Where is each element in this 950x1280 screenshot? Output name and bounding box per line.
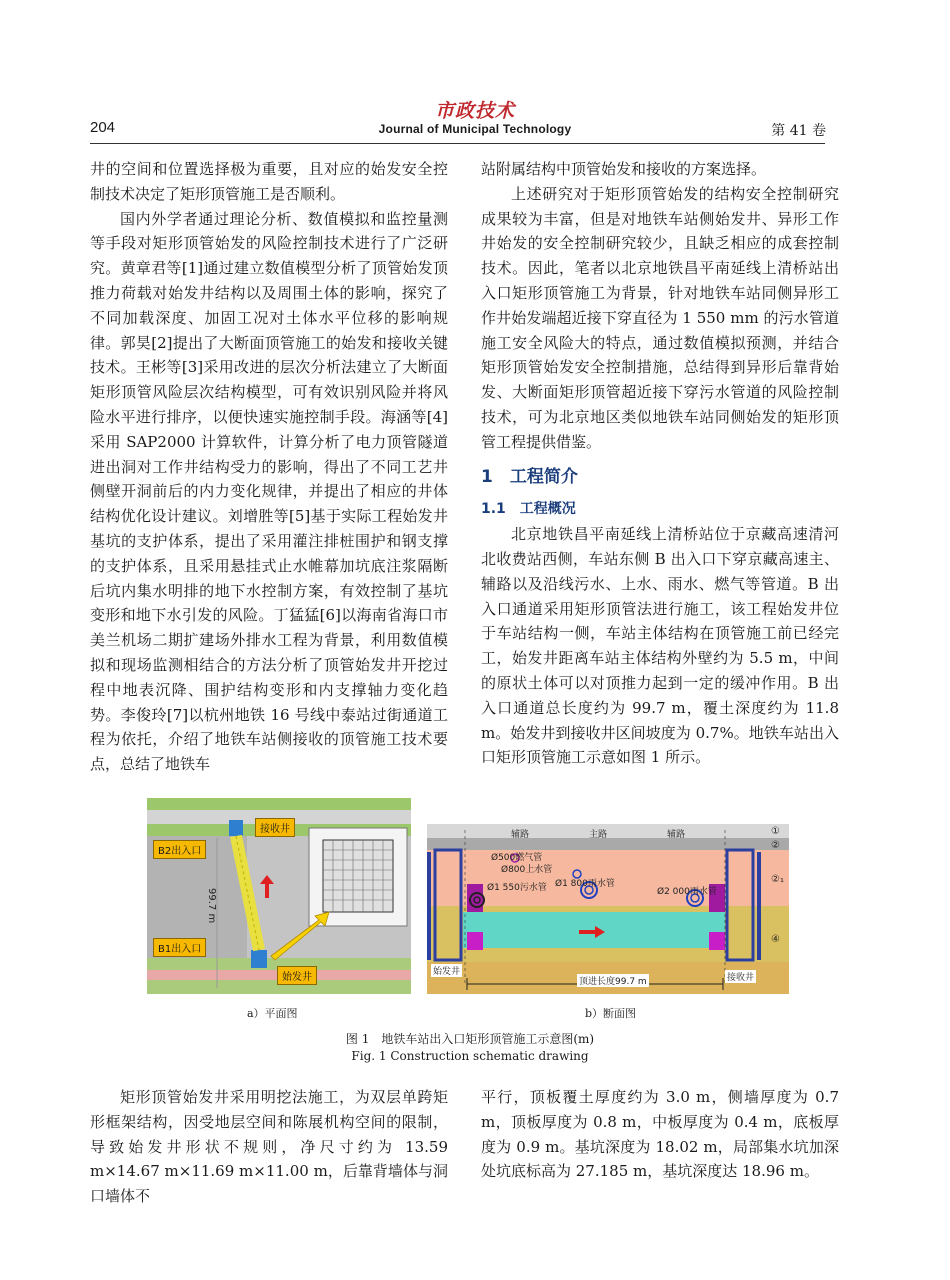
paragraph: 井的空间和位置选择极为重要，且对应的始发安全控制技术决定了矩形顶管施工是否顺利。 bbox=[90, 160, 448, 203]
jacking-length-label: 顶进长度99.7 m bbox=[577, 974, 649, 987]
paragraph: 矩形顶管始发井采用明挖法施工，为双层单跨矩形框架结构，因受地层空间和陈展机构空间的限制，导致始发井形状不规则，净尺寸约为 13.59 m×14.67 m×11.69 m×11.00 m，后靠背墙体与洞口墙体不 bbox=[90, 1088, 448, 1206]
page-number: 204 bbox=[90, 119, 116, 136]
sublabel-a: a）平面图 bbox=[247, 1007, 298, 1020]
section-view-drawing bbox=[427, 824, 789, 994]
paragraph: 站附属结构中顶管始发和接收的方案选择。 bbox=[481, 160, 767, 178]
right-column-bottom bbox=[481, 1085, 839, 1184]
rain-pipe-2-label: Ø2 000雨水管 bbox=[657, 887, 717, 897]
paragraph: 平行，顶板覆土厚度约为 3.0 m，侧墙厚度为 0.7 m，顶板厚度为 0.8 m，中板厚度为 0.4 m，底板厚度为 0.9 m。基坑深度为 18.02 m，局部集水坑加深处坑底标高为 27.185 m，基坑深度达 18.96 m。 bbox=[481, 1088, 839, 1181]
road-aux-left: 辅路 bbox=[511, 830, 530, 840]
plan-label-receiving: 接收井 bbox=[255, 818, 295, 837]
water-pipe-label: Ø800上水管 bbox=[501, 865, 553, 875]
paragraph: 上述研究对于矩形顶管始发的结构安全控制研究成果较为丰富，但是对地铁车站侧始发井、异形工作井始发的安全控制研究较少，且缺乏相应的成套控制技术。因此，笔者以北京地铁昌平南延线上清桥站出入口矩形顶管施工为背景，针对地铁车站同侧异形工作井始发端超近接下穿直径为 1 550 mm 的污水管道施工安全风险大的特点，通过数值模拟预测，并结合矩形顶管始发安全控制措施，总结得到异形后靠背始发、大断面矩形顶管超近接下穿污水管道的风险控制技术，可为北京地区类似地铁车站同侧始发的矩形顶管工程提供借鉴。 bbox=[481, 184, 839, 451]
rain-pipe-1-label: Ø1 800雨水管 bbox=[555, 879, 615, 889]
plan-view-image bbox=[147, 798, 411, 994]
gas-pipe-label: Ø500燃气管 bbox=[491, 853, 543, 863]
road-main: 主路 bbox=[589, 830, 608, 840]
layer-label: ① bbox=[771, 826, 780, 837]
plan-label-launch: 始发井 bbox=[277, 966, 317, 985]
layer-label: ②₁ bbox=[771, 874, 784, 885]
sublabel-b: b）断面图 bbox=[585, 1007, 637, 1020]
layer-label: ④ bbox=[771, 934, 780, 945]
left-column-bottom bbox=[90, 1085, 448, 1209]
layer-label: ② bbox=[771, 840, 780, 851]
journal-title: Journal of Municipal Technology bbox=[378, 122, 572, 136]
plan-label-b1: B1出入口 bbox=[153, 938, 206, 957]
sewer-pipe-label: Ø1 550污水管 bbox=[487, 883, 547, 893]
section-view-image bbox=[427, 824, 789, 994]
right-column-top bbox=[481, 157, 839, 770]
plan-label-b2: B2出入口 bbox=[153, 840, 206, 859]
figure-caption-cn: 图 1 地铁车站出入口矩形顶管施工示意图(m) bbox=[345, 1032, 595, 1046]
section-heading: 1 工程简介 bbox=[481, 466, 578, 487]
journal-logo: 市政技术 bbox=[434, 100, 515, 122]
figure-1 bbox=[147, 798, 793, 1070]
receiving-shaft-label: 接收井 bbox=[725, 970, 756, 983]
volume-label: 第 41 卷 bbox=[771, 123, 826, 139]
road-aux-right: 辅路 bbox=[667, 830, 686, 840]
paragraph: 国内外学者通过理论分析、数值模拟和监控量测等手段对矩形顶管始发的风险控制技术进行了广泛研究。黄章君等[1]通过建立数值模型分析了顶管始发顶推力荷载对始发井结构以及周围土体的影响，探究了不同加载深度、加固工况对土体水平位移的影响规律。郭昊[2]提出了大断面顶管施工的始发和接收关键技术。王彬等[3]采用改进的层次分析法建立了大断面矩形顶管风险层次结构模型，可有效识别风险并将风险水平进行排序，以便快速实施控制手段。海涵等[4]采用 SAP2000 计算软件，计算分析了电力顶管隧道进出洞对工作井结构受力的影响，得出了不同工艺井侧壁开洞前后的内力变化规律，并提出了相应的井体结构优化设计建议。刘增胜等[5]基于实际工程始发井基坑的支护体系，提出了采用灌注排桩围护和钢支撑的支护体系，且采用悬挂式止水帷幕加坑底注浆隔断后坑内集水明排的地下水控制方案，有效控制了基坑变形和地下水引发的风险。丁猛猛[6]以海南省海口市美兰机场二期扩建场外排水工程为背景，利用数值模拟和现场监测相结合的方法分析了顶管始发井开挖过程中地表沉降、围护结构变形和内支撑轴力变化趋势。李俊玲[7]以杭州地铁 16 号线中泰站过街通道工程为依托，介绍了地铁车站侧接收的顶管施工技术要点，总结了地铁车 bbox=[90, 209, 448, 774]
left-column-top bbox=[90, 157, 448, 777]
figure-caption-en: Fig. 1 Construction schematic drawing bbox=[351, 1049, 589, 1063]
header-rule bbox=[90, 143, 825, 144]
subsection-heading: 1.1 工程概况 bbox=[481, 501, 576, 518]
launch-shaft-label: 始发井 bbox=[431, 964, 462, 977]
paragraph: 北京地铁昌平南延线上清桥站位于京藏高速清河北收费站西侧，车站东侧 B 出入口下穿京藏高速主、辅路以及沿线污水、上水、雨水、燃气等管道。B 出入口通道采用矩形顶管法进行施工，该工程始发井位于车站结构一侧，车站主体结构在顶管施工前已经完工，始发井距离车站主体结构外壁约为 5.5 m，中间的原状土体可以对顶推力起到一定的缓冲作用。B 出入口通道总长度约为 99.7 m，覆土深度约为 11.8 m。始发井到接收井区间坡度为 0.7%。地铁车站出入口矩形顶管施工示意如图 1 所示。 bbox=[481, 525, 839, 767]
plan-length-label: 99.7 m bbox=[206, 888, 217, 924]
